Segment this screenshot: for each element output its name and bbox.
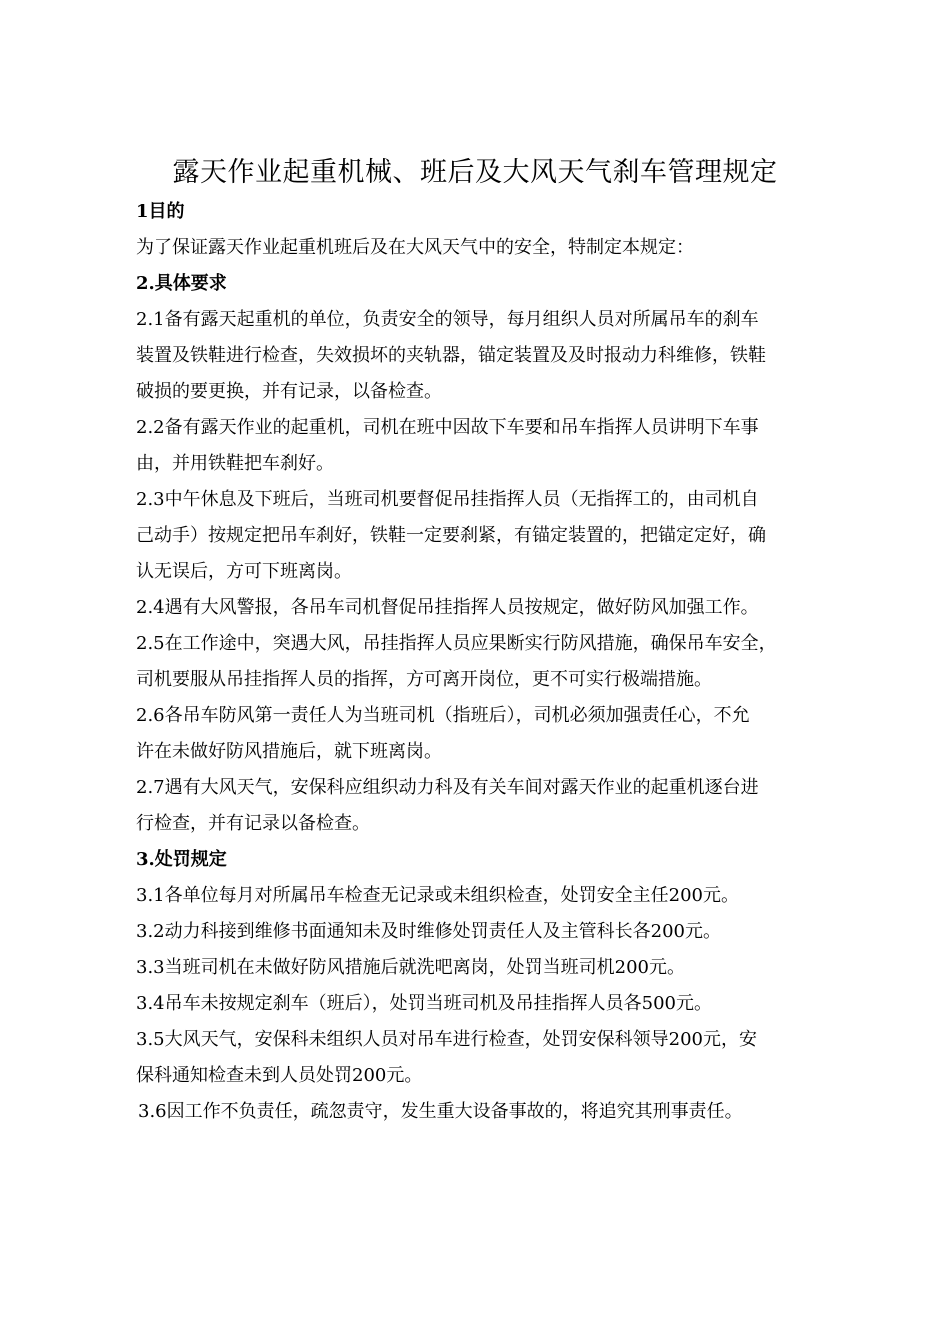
paragraph-line: 2.4遇有大风警报，各吊车司机督促吊挂指挥人员按规定，做好防风加强工作。 [136, 597, 759, 618]
document-body [136, 194, 826, 1130]
paragraph-line: 由，并用铁鞋把车刹好。 [136, 453, 334, 474]
paragraph-line: 为了保证露天作业起重机班后及在大风天气中的安全，特制定本规定： [136, 237, 694, 258]
paragraph-line: 己动手）按规定把吊车刹好，铁鞋一定要刹紧，有锚定装置的，把锚定定好，确 [136, 525, 766, 546]
paragraph-line: 2.5在工作途中，突遇大风，吊挂指挥人员应果断实行防风措施，确保吊车安全， [136, 633, 777, 654]
paragraph-line: 2.3中午休息及下班后，当班司机要督促吊挂指挥人员（无指挥工的，由司机自 [136, 489, 759, 510]
paragraph-line: 2.6各吊车防风第一责任人为当班司机（指班后），司机必须加强责任心，不允 [136, 705, 750, 726]
paragraph-line: 2.1备有露天起重机的单位，负责安全的领导，每月组织人员对所属吊车的刹车 [136, 309, 759, 330]
paragraph-line: 2.2备有露天作业的起重机，司机在班中因故下车要和吊车指挥人员讲明下车事 [136, 417, 759, 438]
paragraph-line: 3.2动力科接到维修书面通知未及时维修处罚责任人及主管科长各200元。 [136, 921, 721, 942]
paragraph-line: 3.1各单位每月对所属吊车检查无记录或未组织检查，处罚安全主任200元。 [136, 885, 739, 906]
document-title: 露天作业起重机械、班后及大风天气刹车管理规定 [172, 157, 778, 188]
paragraph-line: 装置及铁鞋进行检查，失效损坏的夹轨器，锚定装置及及时报动力科维修，铁鞋 [136, 345, 766, 366]
paragraph-line: 司机要服从吊挂指挥人员的指挥，方可离开岗位，更不可实行极端措施。 [136, 669, 712, 690]
section-heading-penalties: 3.处罚规定 [136, 849, 227, 870]
paragraph-line: 保科通知检查未到人员处罚200元。 [136, 1065, 423, 1086]
paragraph-line: 3.6因工作不负责任，疏忽责守，发生重大设备事故的，将追究其刑事责任。 [138, 1101, 743, 1122]
paragraph-line: 许在未做好防风措施后，就下班离岗。 [136, 741, 442, 762]
paragraph-line: 3.3当班司机在未做好防风措施后就洗吧离岗，处罚当班司机200元。 [136, 957, 685, 978]
paragraph-line: 认无误后，方可下班离岗。 [136, 561, 352, 582]
paragraph-line: 3.4吊车未按规定刹车（班后），处罚当班司机及吊挂指挥人员各500元。 [136, 993, 712, 1014]
paragraph-line: 2.7遇有大风天气，安保科应组织动力科及有关车间对露天作业的起重机逐台进 [136, 777, 759, 798]
paragraph-line: 行检查，并有记录以备检查。 [136, 813, 370, 834]
paragraph-line: 破损的要更换，并有记录，以备检查。 [136, 381, 442, 402]
paragraph-line: 3.5大风天气，安保科未组织人员对吊车进行检查，处罚安保科领导200元，安 [136, 1029, 757, 1050]
section-heading-purpose: 1目的 [136, 201, 185, 222]
section-heading-requirements: 2.具体要求 [136, 273, 227, 294]
